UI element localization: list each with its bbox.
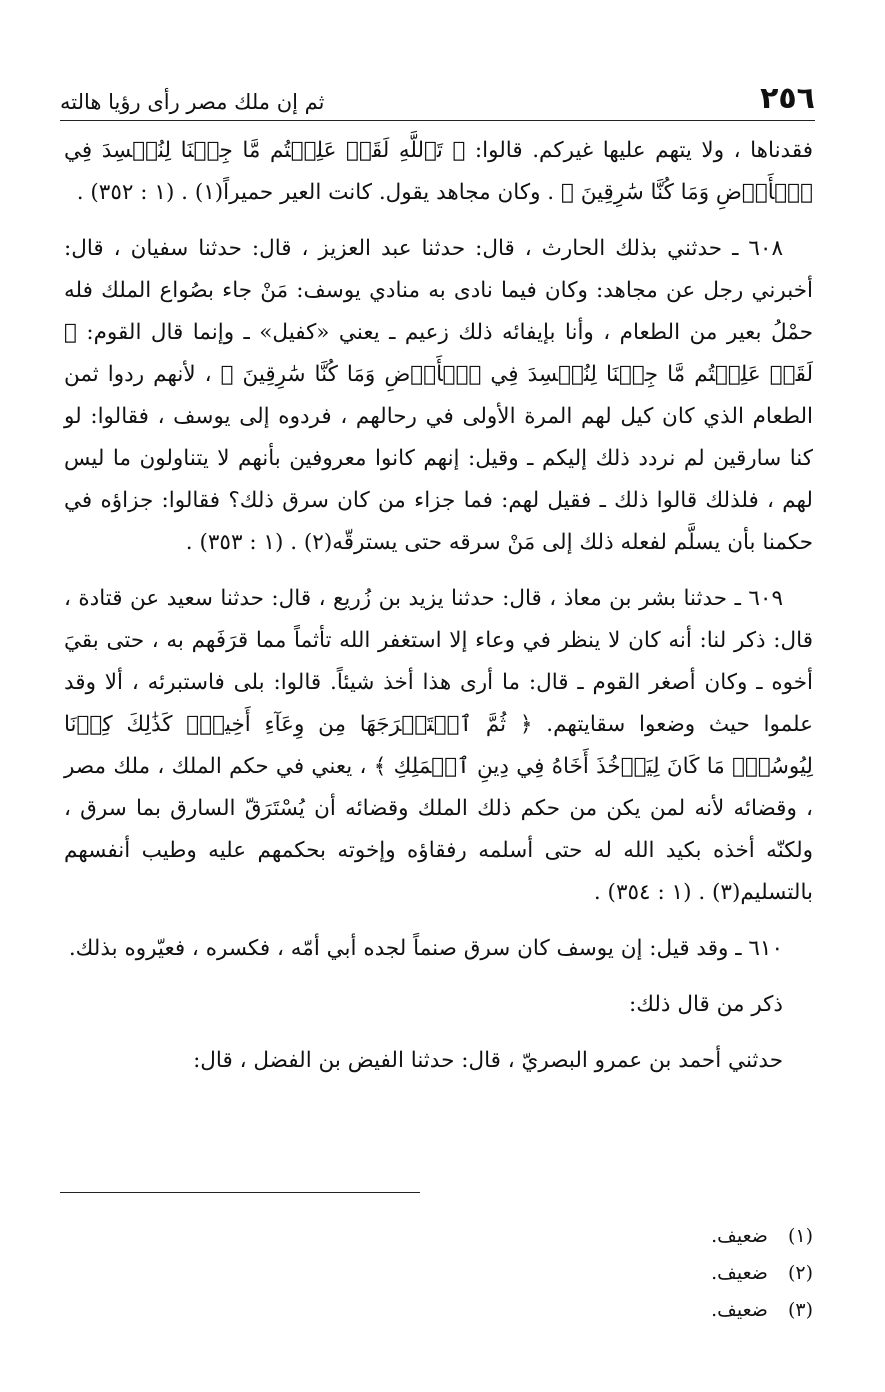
footnote-1	[513, 1218, 813, 1255]
paragraph-608: ٦٠٨ ـ حدثني بذلك الحارث ، قال: حدثنا عبد العزيز ، قال: حدثنا سفيان ، قال: أخبرني رجل عن مجاهد: وكان فيما نادى به منادي يوسف: مَنْ جاء بصُواع الملك فله حمْلُ بعير من الطعام ، وأنا بإيفائه ذلك زعيم ـ يعني «كفيل» ـ وإنما قال القوم: ﴿ لَقَدۡ عَلِمۡتُم مَّا جِئۡنَا لِنُفۡسِدَ فِي ٱلۡأَرۡضِ وَمَا كُنَّا سَٰرِقِينَ ﴾ ، لأنهم ردوا ثمن الطعام الذي كان كيل لهم المرة الأولى في رحالهم ، فردوه إلى يوسف ، فقالوا: لو كنا سارقين لم نردد ذلك إليكم ـ وقيل: إنهم كانوا معروفين بأنهم لا يتناولون ما ليس لهم ، فلذلك قالوا ذلك ـ فقيل لهم: فما جزاء من كان سرق ذلك؟ فقالوا: جزاؤه في حكمنا بأن يسلَّم لفعله ذلك إلى مَنْ سرقه حتى يسترقّه(٢) . (١ : ٣٥٣) .	[64, 236, 813, 555]
footnote-number: (٣)	[787, 1299, 813, 1321]
paragraph-609: ٦٠٩ ـ حدثنا بشر بن معاذ ، قال: حدثنا يزيد بن زُريع ، قال: حدثنا سعيد عن قتادة ، قال: ذكر لنا: أنه كان لا ينظر في وعاء إلا استغفر الله تأثماً مما قرَفَهم به ، حتى بقيَ أخوه ـ وكان أصغر القوم ـ قال: ما أرى هذا أخذ شيئاً. قالوا: بلى فاستبرئه ، ألا وقد علموا حيث وضعوا سقايتهم. ﴿ ثُمَّ ٱسۡتَخۡرَجَهَا مِن وِعَآءِ أَخِيهِۚ كَذَٰلِكَ كِدۡنَا لِيُوسُفَۖ مَا كَانَ لِيَأۡخُذَ أَخَاهُ فِي دِينِ ٱلۡمَلِكِ ﴾ ، يعني في حكم الملك ، ملك مصر ، وقضائه لأنه لمن يكن من حكم ذلك الملك وقضائه أن يُسْتَرَقّ السارق بما سرق ، ولكنّه أخذه بكيد الله له حتى أسلمه رفقاؤه وإخوته بحكمهم عليه وطيب أنفسهم بالتسليم(٣) . (١ : ٣٥٤) .	[64, 586, 813, 905]
paragraph-isnad: حدثني أحمد بن عمرو البصريّ ، قال: حدثنا الفيض بن الفضل ، قال:	[193, 1048, 783, 1073]
footnote-text: ضعيف.	[711, 1225, 768, 1247]
footnote-text: ضعيف.	[711, 1299, 768, 1321]
page-header	[60, 74, 815, 121]
footnotes	[513, 1218, 813, 1329]
page-body	[64, 130, 813, 1096]
footnote-3	[513, 1292, 813, 1329]
footnote-text: ضعيف.	[711, 1262, 768, 1284]
running-title: ثم إن ملك مصر رأى رؤيا هالته	[60, 90, 325, 114]
footnote-2	[513, 1255, 813, 1292]
paragraph-610: ٦١٠ ـ وقد قيل: إن يوسف كان سرق صنماً لجده أبي أمّه ، فكسره ، فعيّروه بذلك.	[68, 936, 783, 961]
footnote-divider	[60, 1192, 420, 1193]
footnote-number: (١)	[787, 1225, 813, 1247]
section-heading: ذكر من قال ذلك:	[629, 992, 783, 1017]
footnote-number: (٢)	[787, 1262, 813, 1284]
paragraph-continuation: فقدناها ، ولا يتهم عليها غيركم. قالوا: ﴿ تَٱللَّهِ لَقَدۡ عَلِمۡتُم مَّا جِئۡنَا لِنُفۡسِدَ فِي ٱلۡأَرۡضِ وَمَا كُنَّا سَٰرِقِينَ ﴾ . وكان مجاهد يقول. كانت العير حميراً(١) . (١ : ٣٥٢) .	[64, 138, 813, 205]
page-number: ٢٥٦	[760, 81, 815, 116]
